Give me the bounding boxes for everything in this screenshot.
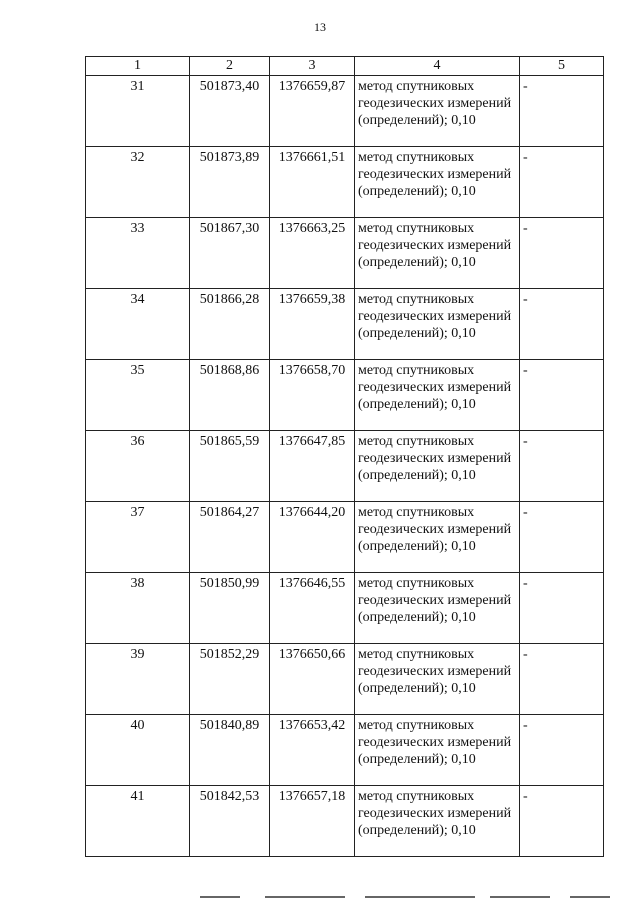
scan-artifact-line [200,896,240,898]
cell-point-number: 41 [86,786,190,857]
cell-coordinate-x: 501868,86 [190,360,270,431]
cell-method-accuracy: метод спутниковых геодезических измерений (определений); 0,10 [355,644,520,715]
cell-extra: - [520,76,604,147]
table-row [86,289,604,360]
cell-method-accuracy: метод спутниковых геодезических измерений (определений); 0,10 [355,147,520,218]
table-row [86,360,604,431]
cell-coordinate-x: 501850,99 [190,573,270,644]
table-row [86,715,604,786]
cell-coordinate-y: 1376653,42 [270,715,355,786]
cell-extra: - [520,715,604,786]
cell-coordinate-x: 501840,89 [190,715,270,786]
cell-coordinate-x: 501865,59 [190,431,270,502]
table-header-row [86,57,604,76]
cell-coordinate-y: 1376647,85 [270,431,355,502]
cell-point-number: 36 [86,431,190,502]
table-row [86,218,604,289]
table-row [86,644,604,715]
cell-method-accuracy: метод спутниковых геодезических измерений (определений); 0,10 [355,360,520,431]
table-row [86,573,604,644]
table-row [86,76,604,147]
cell-point-number: 40 [86,715,190,786]
cell-extra: - [520,289,604,360]
table-row [86,786,604,857]
cell-method-accuracy: метод спутниковых геодезических измерений (определений); 0,10 [355,573,520,644]
cell-coordinate-y: 1376663,25 [270,218,355,289]
cell-extra: - [520,360,604,431]
cell-point-number: 39 [86,644,190,715]
cell-extra: - [520,573,604,644]
cell-coordinate-y: 1376659,87 [270,76,355,147]
page-number: 13 [314,20,326,34]
cell-method-accuracy: метод спутниковых геодезических измерений (определений); 0,10 [355,502,520,573]
cell-point-number: 37 [86,502,190,573]
header-col-4: 4 [355,57,520,76]
cell-point-number: 32 [86,147,190,218]
header-col-1: 1 [86,57,190,76]
cell-coordinate-x: 501864,27 [190,502,270,573]
cell-extra: - [520,218,604,289]
cell-extra: - [520,786,604,857]
cell-method-accuracy: метод спутниковых геодезических измерений (определений); 0,10 [355,289,520,360]
cell-coordinate-y: 1376646,55 [270,573,355,644]
cell-method-accuracy: метод спутниковых геодезических измерений (определений); 0,10 [355,715,520,786]
cell-coordinate-y: 1376659,38 [270,289,355,360]
table-row [86,431,604,502]
scan-artifact-line [365,896,475,898]
cell-method-accuracy: метод спутниковых геодезических измерений (определений); 0,10 [355,76,520,147]
table-body [86,76,604,857]
cell-point-number: 35 [86,360,190,431]
cell-extra: - [520,147,604,218]
cell-coordinate-y: 1376657,18 [270,786,355,857]
scan-artifact-line [265,896,345,898]
cell-method-accuracy: метод спутниковых геодезических измерений (определений); 0,10 [355,431,520,502]
scan-artifact-line [570,896,610,898]
cell-point-number: 38 [86,573,190,644]
table-row [86,502,604,573]
header-col-2: 2 [190,57,270,76]
cell-point-number: 34 [86,289,190,360]
cell-method-accuracy: метод спутниковых геодезических измерений (определений); 0,10 [355,218,520,289]
cell-coordinate-y: 1376650,66 [270,644,355,715]
cell-extra: - [520,502,604,573]
cell-coordinate-x: 501873,89 [190,147,270,218]
cell-coordinate-x: 501842,53 [190,786,270,857]
cell-coordinate-y: 1376658,70 [270,360,355,431]
cell-coordinate-x: 501852,29 [190,644,270,715]
cell-extra: - [520,644,604,715]
header-col-3: 3 [270,57,355,76]
cell-extra: - [520,431,604,502]
scan-artifact-line [490,896,550,898]
cell-coordinate-x: 501866,28 [190,289,270,360]
cell-coordinate-x: 501873,40 [190,76,270,147]
cell-point-number: 33 [86,218,190,289]
coordinates-table [85,56,604,857]
cell-point-number: 31 [86,76,190,147]
cell-method-accuracy: метод спутниковых геодезических измерений (определений); 0,10 [355,786,520,857]
table-row [86,147,604,218]
cell-coordinate-x: 501867,30 [190,218,270,289]
cell-coordinate-y: 1376661,51 [270,147,355,218]
cell-coordinate-y: 1376644,20 [270,502,355,573]
header-col-5: 5 [520,57,604,76]
